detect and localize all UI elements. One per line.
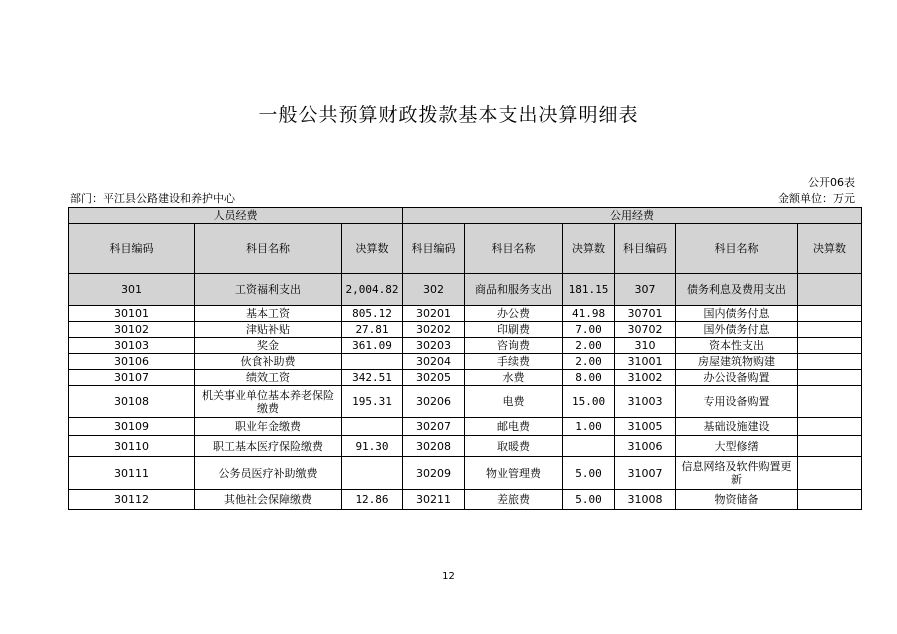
amount-cell — [342, 354, 403, 370]
amount-cell — [342, 457, 403, 490]
subject-name-cell: 差旅费 — [465, 490, 563, 510]
subject-code-cell: 30107 — [69, 370, 195, 386]
subject-code-cell: 310 — [615, 338, 676, 354]
amount-cell: 2.00 — [563, 338, 615, 354]
subject-code-cell: 301 — [69, 274, 195, 306]
column-header: 科目编码 — [403, 224, 465, 274]
subject-code-cell: 30204 — [403, 354, 465, 370]
subject-name-cell: 基本工资 — [195, 306, 342, 322]
column-header: 科目编码 — [615, 224, 676, 274]
table-row — [69, 457, 862, 490]
subject-code-cell: 30109 — [69, 418, 195, 436]
amount-cell: 805.12 — [342, 306, 403, 322]
subject-name-cell: 职业年金缴费 — [195, 418, 342, 436]
amount-cell: 2,004.82 — [342, 274, 403, 306]
subject-name-cell: 咨询费 — [465, 338, 563, 354]
amount-cell: 7.00 — [563, 322, 615, 338]
subject-name-cell: 国内债务付息 — [676, 306, 798, 322]
amount-cell — [798, 354, 862, 370]
subject-code-cell: 30202 — [403, 322, 465, 338]
table-row — [69, 490, 862, 510]
subject-code-cell: 30103 — [69, 338, 195, 354]
subject-name-cell: 津贴补贴 — [195, 322, 342, 338]
subject-code-cell: 30208 — [403, 436, 465, 457]
subject-code-cell: 31006 — [615, 436, 676, 457]
subject-name-cell: 绩效工资 — [195, 370, 342, 386]
subject-name-cell: 电费 — [465, 386, 563, 418]
amount-cell — [798, 386, 862, 418]
subject-name-cell: 信息网络及软件购置更新 — [676, 457, 798, 490]
subject-code-cell: 30101 — [69, 306, 195, 322]
subject-name-cell: 物资储备 — [676, 490, 798, 510]
subject-name-cell: 机关事业单位基本养老保险缴费 — [195, 386, 342, 418]
page-number: 12 — [442, 571, 455, 582]
table-row — [69, 274, 862, 306]
amount-cell — [798, 274, 862, 306]
amount-cell: 361.09 — [342, 338, 403, 354]
subject-name-cell: 水费 — [465, 370, 563, 386]
subject-code-cell: 30111 — [69, 457, 195, 490]
subject-code-cell: 31002 — [615, 370, 676, 386]
column-header-row — [69, 224, 862, 274]
subject-code-cell: 30206 — [403, 386, 465, 418]
group-header-public: 公用经费 — [403, 208, 862, 224]
subject-name-cell: 国外债务付息 — [676, 322, 798, 338]
subject-code-cell: 31003 — [615, 386, 676, 418]
amount-cell — [798, 490, 862, 510]
subject-code-cell: 302 — [403, 274, 465, 306]
amount-cell: 181.15 — [563, 274, 615, 306]
subject-name-cell: 邮电费 — [465, 418, 563, 436]
column-header: 科目名称 — [676, 224, 798, 274]
subject-code-cell: 30108 — [69, 386, 195, 418]
subject-name-cell: 手续费 — [465, 354, 563, 370]
subject-code-cell: 31007 — [615, 457, 676, 490]
column-header: 科目编码 — [69, 224, 195, 274]
subject-name-cell: 印刷费 — [465, 322, 563, 338]
subject-code-cell: 30110 — [69, 436, 195, 457]
table-row — [69, 306, 862, 322]
table-row — [69, 436, 862, 457]
subject-name-cell: 伙食补助费 — [195, 354, 342, 370]
subject-code-cell: 31001 — [615, 354, 676, 370]
table-row — [69, 338, 862, 354]
subject-name-cell: 奖金 — [195, 338, 342, 354]
amount-cell — [342, 418, 403, 436]
subject-name-cell: 公务员医疗补助缴费 — [195, 457, 342, 490]
table-row — [69, 386, 862, 418]
amount-cell: 2.00 — [563, 354, 615, 370]
table-row — [69, 354, 862, 370]
table-row — [69, 418, 862, 436]
amount-cell — [798, 370, 862, 386]
subject-code-cell: 30207 — [403, 418, 465, 436]
subject-code-cell: 30201 — [403, 306, 465, 322]
subject-name-cell: 大型修缮 — [676, 436, 798, 457]
subject-code-cell: 30211 — [403, 490, 465, 510]
amount-cell — [798, 418, 862, 436]
subject-name-cell: 商品和服务支出 — [465, 274, 563, 306]
amount-cell: 27.81 — [342, 322, 403, 338]
subject-name-cell: 取暖费 — [465, 436, 563, 457]
group-header-row — [69, 208, 862, 224]
subject-code-cell: 30106 — [69, 354, 195, 370]
amount-cell — [798, 338, 862, 354]
amount-cell — [798, 306, 862, 322]
amount-cell: 1.00 — [563, 418, 615, 436]
expenditure-table — [68, 207, 862, 510]
subject-code-cell: 30205 — [403, 370, 465, 386]
department-label: 部门：平江县公路建设和养护中心 — [70, 192, 235, 205]
amount-cell: 15.00 — [563, 386, 615, 418]
subject-code-cell: 307 — [615, 274, 676, 306]
subject-code-cell: 30203 — [403, 338, 465, 354]
amount-cell: 8.00 — [563, 370, 615, 386]
amount-cell: 12.86 — [342, 490, 403, 510]
subject-code-cell: 30102 — [69, 322, 195, 338]
column-header: 决算数 — [563, 224, 615, 274]
table-row — [69, 322, 862, 338]
amount-cell — [563, 436, 615, 457]
column-header: 决算数 — [342, 224, 403, 274]
column-header: 科目名称 — [195, 224, 342, 274]
subject-name-cell: 房屋建筑物购建 — [676, 354, 798, 370]
amount-cell: 41.98 — [563, 306, 615, 322]
page-title: 一般公共预算财政拨款基本支出决算明细表 — [258, 104, 639, 126]
subject-name-cell: 债务利息及费用支出 — [676, 274, 798, 306]
amount-cell: 342.51 — [342, 370, 403, 386]
subject-code-cell: 31008 — [615, 490, 676, 510]
column-header: 决算数 — [798, 224, 862, 274]
amount-unit-label: 金额单位：万元 — [778, 192, 855, 205]
subject-name-cell: 职工基本医疗保险缴费 — [195, 436, 342, 457]
subject-name-cell: 办公费 — [465, 306, 563, 322]
subject-code-cell: 31005 — [615, 418, 676, 436]
amount-cell: 5.00 — [563, 457, 615, 490]
subject-name-cell: 专用设备购置 — [676, 386, 798, 418]
column-header: 科目名称 — [465, 224, 563, 274]
amount-cell: 5.00 — [563, 490, 615, 510]
group-header-personnel: 人员经费 — [69, 208, 403, 224]
subject-code-cell: 30209 — [403, 457, 465, 490]
amount-cell: 195.31 — [342, 386, 403, 418]
amount-cell — [798, 322, 862, 338]
table-row — [69, 370, 862, 386]
subject-name-cell: 其他社会保障缴费 — [195, 490, 342, 510]
subject-name-cell: 基础设施建设 — [676, 418, 798, 436]
subject-code-cell: 30702 — [615, 322, 676, 338]
subject-name-cell: 资本性支出 — [676, 338, 798, 354]
subject-name-cell: 物业管理费 — [465, 457, 563, 490]
subject-name-cell: 工资福利支出 — [195, 274, 342, 306]
subject-code-cell: 30112 — [69, 490, 195, 510]
amount-cell — [798, 457, 862, 490]
amount-cell: 91.30 — [342, 436, 403, 457]
form-number: 公开06表 — [808, 176, 855, 189]
subject-name-cell: 办公设备购置 — [676, 370, 798, 386]
subject-code-cell: 30701 — [615, 306, 676, 322]
amount-cell — [798, 436, 862, 457]
